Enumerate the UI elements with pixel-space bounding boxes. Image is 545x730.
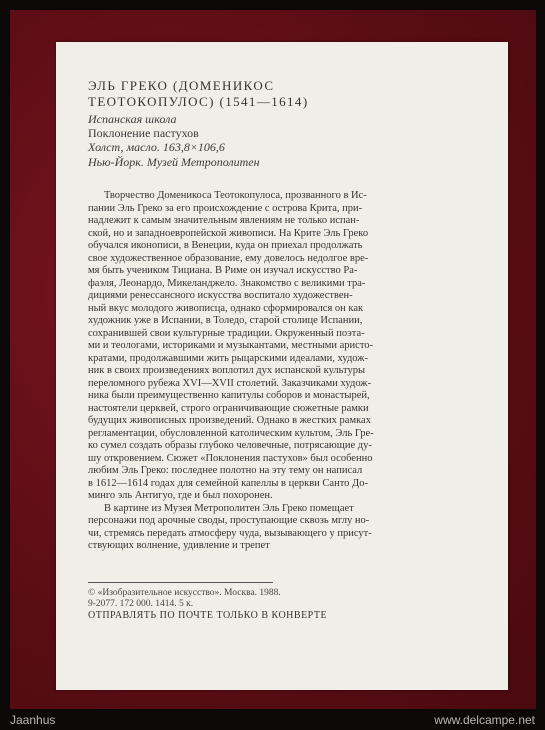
- text-line: ми и теологами, историками и музыкантами, местными аристо-: [88, 340, 374, 351]
- text-line: надлежит к самым значительным явлениям не только испан-: [88, 215, 360, 226]
- school-label: Испанская школа: [88, 112, 177, 126]
- text-line: В картине из Музея Метрополитен Эль Греко помещает: [104, 502, 354, 514]
- text-line: минго эль Антигуо, где и был похоронен.: [88, 490, 273, 501]
- postcard: [56, 42, 508, 690]
- watermark-left: Jaanhus: [10, 713, 56, 727]
- text-line: ника были преимущественно капитулы соборов и монастырей,: [88, 390, 370, 401]
- publisher-line: © «Изобразительное искусство». Москва. 1988.: [88, 588, 281, 598]
- text-line: ный вкус молодого живописца, однако сформировался он как: [88, 302, 364, 314]
- text-line: кратами, продолжавшими жить рыцарскими идеалами, худож-: [88, 352, 369, 364]
- text-line: чи, стремясь передать атмосферу чуда, вызывающего у присут-: [88, 527, 372, 539]
- painting-title: Поклонение пастухов: [88, 126, 199, 141]
- text-line: регламентации, обусловленной католическим культом, Эль Гре-: [88, 427, 374, 439]
- text-line: пании Эль Греко за его происхождение с острова Крита, при-: [88, 202, 363, 214]
- text-line: персонажи под арочные своды, проступающие сквозь мглу но-: [88, 515, 370, 526]
- text-line: ник в своих произведениях воплотил дух испанской культуры: [88, 365, 366, 376]
- text-line: ствующих волнение, удивление и трепет: [88, 540, 270, 551]
- text-line: обучался иконописи, в Венеции, куда он приехал продолжать: [88, 240, 363, 251]
- text-line: ской, но и западноевропейской живописи. На Крите Эль Греко: [88, 227, 369, 239]
- text-line: переломного рубежа XVI—XVII столетий. Заказчиками худож-: [88, 377, 372, 389]
- medium-label: Холст, масло. 163,8×106,6: [88, 140, 225, 155]
- painting-meta: [88, 112, 260, 169]
- text-line: дициями ренессансного искусства воспитало художествен-: [88, 290, 353, 301]
- text-line: свое художественное образование, ему довелось недолгое вре-: [88, 252, 369, 264]
- text-line: фаэля, Леонардо, Микеланджело. Знакомство с великими тра-: [88, 277, 366, 289]
- text-line: мя быть учеником Тициана. В Риме он изучал искусство Ра-: [88, 265, 358, 276]
- text-line: в 1612—1614 годах для семейной капеллы в церкви Санто До-: [88, 477, 368, 489]
- text-line: шу откровением. Сюжет «Поклонения пастухов» был особенно: [88, 452, 373, 464]
- footer-divider: [88, 582, 273, 583]
- watermark-right: www.delcampe.net: [434, 713, 535, 727]
- artist-title: ЭЛЬ ГРЕКО (ДОМЕНИКОС ТЕОТОКОПУЛОС) (1541—1614): [88, 78, 309, 109]
- paragraph-1: [88, 190, 508, 503]
- text-line: ко сумел создать образы глубоко человечные, потрясающие ду-: [88, 440, 372, 451]
- text-line: будущих живописных произведений. Однако в жестких рамках: [88, 415, 371, 426]
- text-line: Творчество Доменикоса Теотокопулоса, прозванного в Ис-: [104, 190, 367, 201]
- text-line: настоятели церквей, строго ограничивающие сюжетные рамки: [88, 402, 369, 414]
- description-text: [88, 190, 508, 553]
- location-label: Нью-Йорк. Музей Метрополитен: [88, 154, 260, 169]
- text-line: сохранившей свои культурные традиции. Окруженный поэта-: [88, 327, 365, 339]
- paragraph-2: [88, 503, 508, 553]
- print-info-line: 9-2077. 172 000. 1414. 5 к.: [88, 599, 194, 609]
- mailing-note: ОТПРАВЛЯТЬ ПО ПОЧТЕ ТОЛЬКО В КОНВЕРТЕ: [88, 610, 328, 621]
- text-line: художник уже в Испании, в Толедо, старой столице Испании,: [88, 315, 363, 326]
- publisher-info: [88, 588, 281, 610]
- text-line: любим Эль Греко: последнее полотно на эту тему он написал: [88, 465, 363, 476]
